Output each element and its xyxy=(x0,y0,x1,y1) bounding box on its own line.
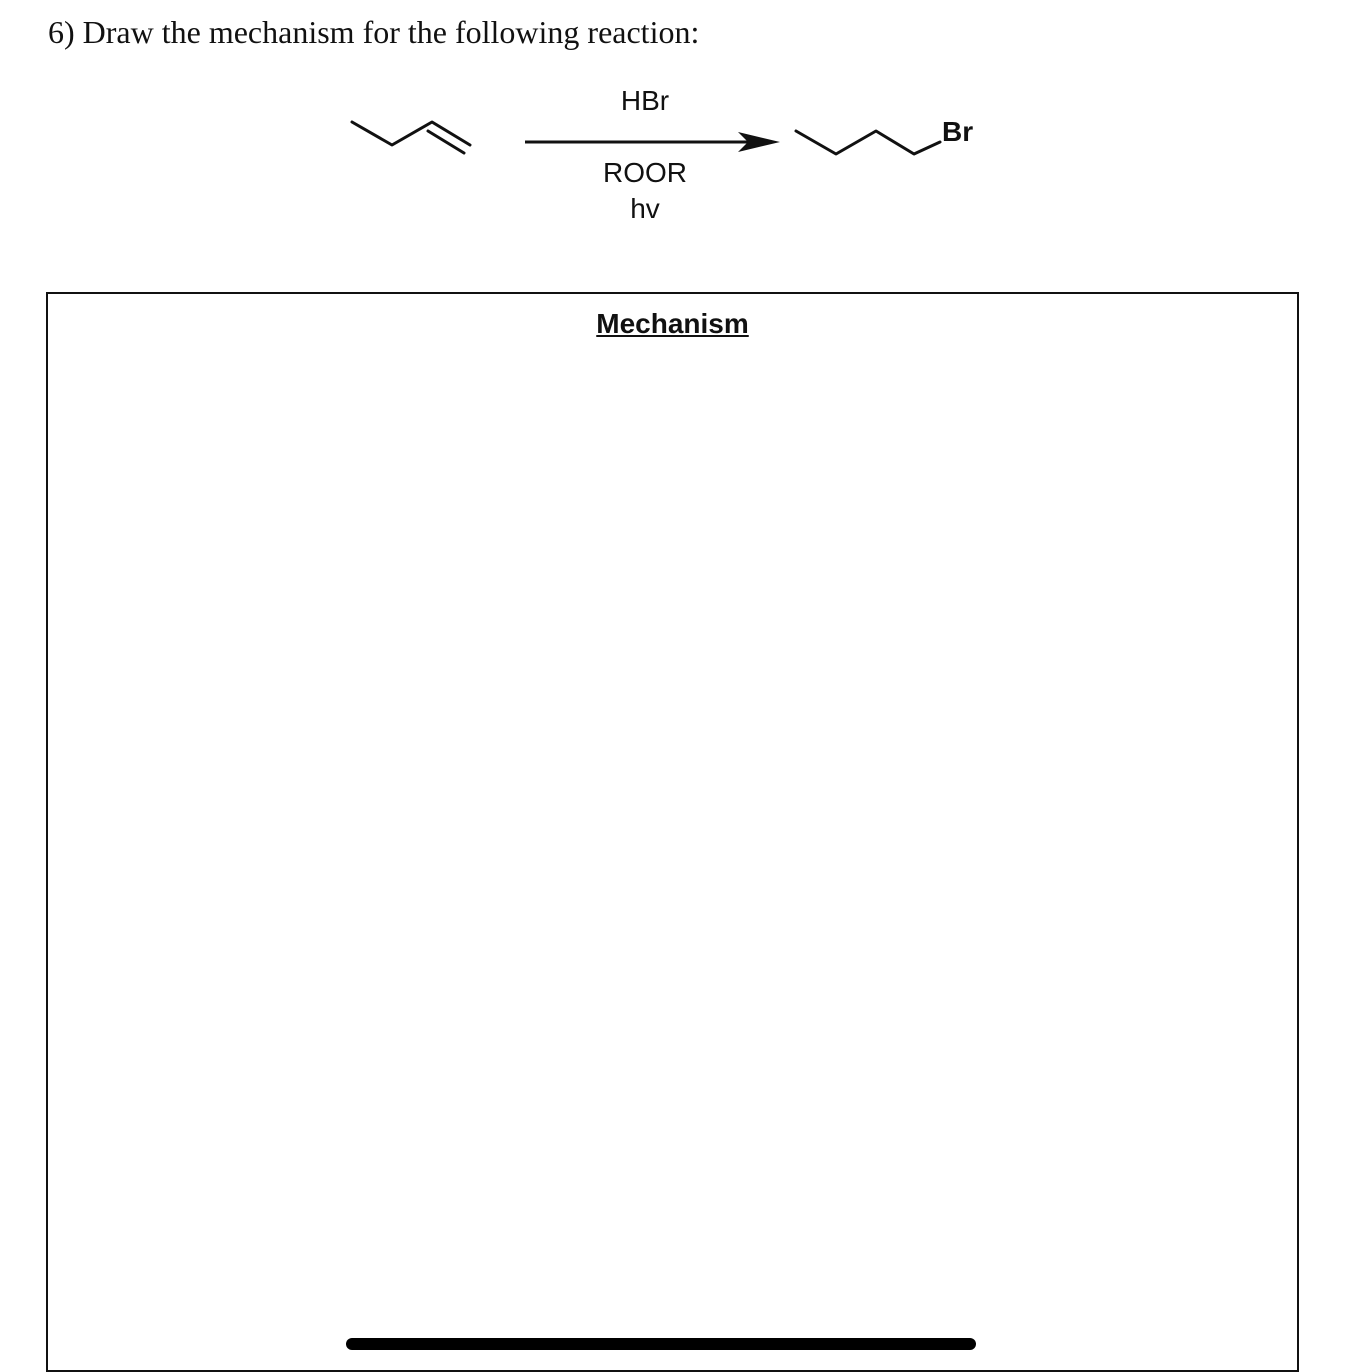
reactant-structure xyxy=(352,122,470,153)
reaction-arrow xyxy=(525,132,780,152)
reagent-roor: ROOR xyxy=(603,157,687,188)
reagent-hbr: HBr xyxy=(620,85,670,116)
product-bromine-label: Br xyxy=(942,116,974,147)
home-indicator-bar[interactable] xyxy=(346,1338,976,1350)
mechanism-heading: Mechanism xyxy=(596,308,749,339)
question-prompt: 6) Draw the mechanism for the following reaction: xyxy=(48,14,700,50)
reagent-hv: hv xyxy=(630,193,660,224)
reaction-scheme xyxy=(0,0,1372,290)
mechanism-answer-box[interactable] xyxy=(46,292,1299,1372)
product-structure xyxy=(796,131,940,154)
